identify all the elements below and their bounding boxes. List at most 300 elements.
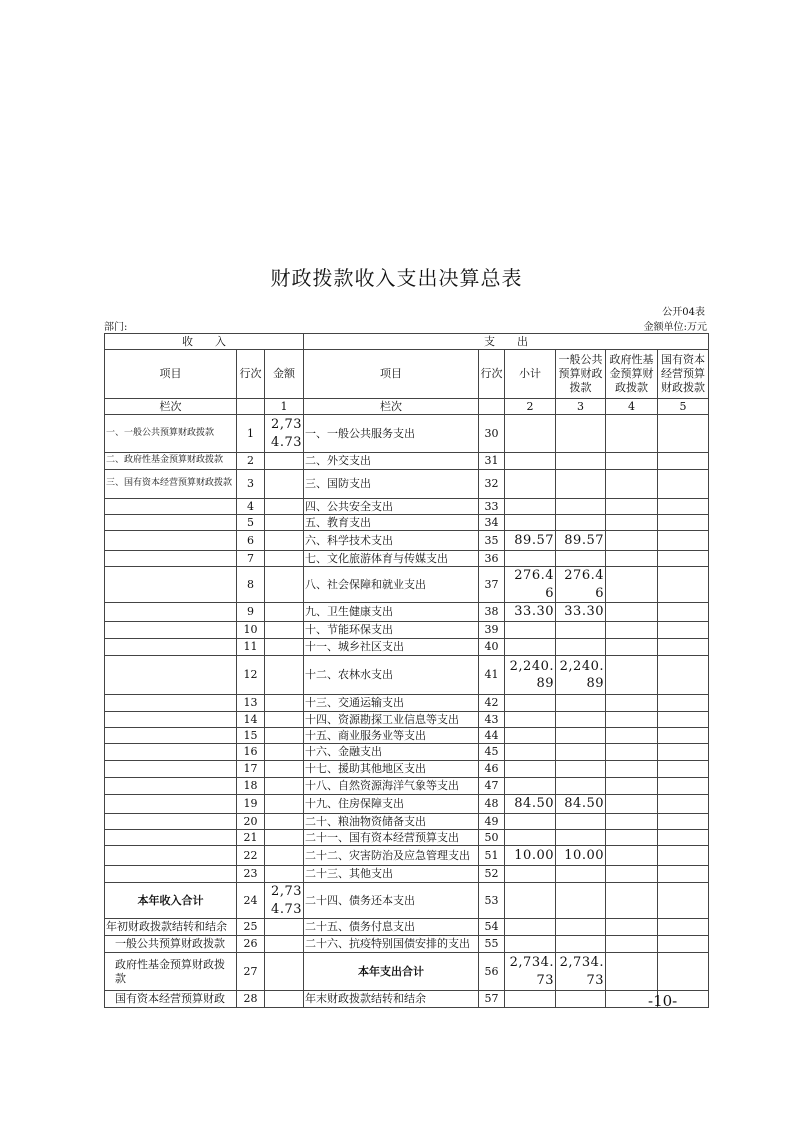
income-amount <box>265 656 304 695</box>
income-amount <box>265 551 304 567</box>
income-amount <box>265 639 304 656</box>
expense-line-no: 52 <box>479 866 505 883</box>
income-amount <box>265 531 304 551</box>
subtotal: 89.57 <box>505 531 556 551</box>
state-capital-amount <box>658 470 709 499</box>
expense-item: 十九、住房保障支出 <box>304 795 479 814</box>
subtotal <box>505 830 556 846</box>
income-line-no: 2 <box>237 453 265 470</box>
subtotal <box>505 761 556 778</box>
table-row <box>105 603 709 622</box>
general-budget-amount: 2,734.73 <box>556 953 606 991</box>
table-row <box>105 695 709 712</box>
expense-line-no: 30 <box>479 415 505 453</box>
income-line-no: 27 <box>237 953 265 991</box>
income-line-no: 13 <box>237 695 265 712</box>
expense-item: 二十一、国有资本经营预算支出 <box>304 830 479 846</box>
expense-line-no: 55 <box>479 936 505 953</box>
table-row <box>105 470 709 499</box>
expense-line-no: 57 <box>479 991 505 1008</box>
expense-item: 二十六、抗疫特别国债安排的支出 <box>304 936 479 953</box>
general-budget-amount <box>556 695 606 712</box>
income-amount <box>265 622 304 639</box>
gov-fund-amount <box>606 728 658 744</box>
general-budget-amount: 276.46 <box>556 567 606 603</box>
subtotal: 2,240.89 <box>505 656 556 695</box>
subtotal <box>505 778 556 795</box>
subtotal <box>505 695 556 712</box>
income-amount <box>265 953 304 991</box>
income-line-no: 18 <box>237 778 265 795</box>
expense-item: 三、国防支出 <box>304 470 479 499</box>
income-line-no: 1 <box>237 415 265 453</box>
expense-line-header: 行次 <box>479 350 505 399</box>
subtotal <box>505 470 556 499</box>
col-num: 4 <box>606 399 658 415</box>
expense-item: 十、节能环保支出 <box>304 622 479 639</box>
gov-fund-amount <box>606 814 658 830</box>
subtotal <box>505 744 556 761</box>
state-capital-amount <box>658 814 709 830</box>
expense-item: 九、卫生健康支出 <box>304 603 479 622</box>
general-budget-amount: 84.50 <box>556 795 606 814</box>
income-line-no: 24 <box>237 883 265 919</box>
state-capital-amount <box>658 778 709 795</box>
gov-fund-amount <box>606 846 658 866</box>
income-item: 年初财政拨款结转和结余 <box>105 919 237 936</box>
state-capital-amount <box>658 603 709 622</box>
expense-item: 年末财政拨款结转和结余 <box>304 991 479 1008</box>
expense-line-no: 32 <box>479 470 505 499</box>
expense-line-no: 45 <box>479 744 505 761</box>
income-amount <box>265 712 304 728</box>
income-line-no: 4 <box>237 499 265 515</box>
table-row <box>105 639 709 656</box>
expense-item: 十三、交通运输支出 <box>304 695 479 712</box>
state-capital-amount <box>658 453 709 470</box>
income-item: 本年收入合计 <box>105 883 237 919</box>
gov-fund-amount <box>606 695 658 712</box>
income-item <box>105 551 237 567</box>
general-budget-amount <box>556 499 606 515</box>
general-budget-amount <box>556 551 606 567</box>
table-row <box>105 551 709 567</box>
general-budget-amount <box>556 470 606 499</box>
table-row <box>105 499 709 515</box>
expense-line-no: 31 <box>479 453 505 470</box>
expense-line-no: 35 <box>479 531 505 551</box>
expense-item: 二、外交支出 <box>304 453 479 470</box>
income-amount <box>265 846 304 866</box>
col-num: 5 <box>658 399 709 415</box>
expense-line-no: 34 <box>479 515 505 531</box>
gov-fund-amount <box>606 453 658 470</box>
column-label: 栏次 <box>304 399 479 415</box>
gov-fund-amount <box>606 499 658 515</box>
general-budget-amount <box>556 712 606 728</box>
subtotal <box>505 728 556 744</box>
income-line-no: 7 <box>237 551 265 567</box>
income-amount: 2,734.73 <box>265 415 304 453</box>
gov-fund-amount <box>606 830 658 846</box>
income-amount <box>265 567 304 603</box>
subtotal: 33.30 <box>505 603 556 622</box>
expense-line-no: 43 <box>479 712 505 728</box>
expense-item: 十八、自然资源海洋气象等支出 <box>304 778 479 795</box>
income-item: 国有资本经营预算财政 <box>105 991 237 1008</box>
general-budget-amount <box>556 453 606 470</box>
subtotal: 10.00 <box>505 846 556 866</box>
table-row <box>105 567 709 603</box>
state-capital-amount <box>658 639 709 656</box>
income-line-no: 12 <box>237 656 265 695</box>
income-line-no: 25 <box>237 919 265 936</box>
gov-fund-amount <box>606 515 658 531</box>
general-budget-amount <box>556 515 606 531</box>
state-capital-amount <box>658 953 709 991</box>
income-amount <box>265 919 304 936</box>
expense-item: 六、科学技术支出 <box>304 531 479 551</box>
state-capital-amount <box>658 728 709 744</box>
income-item <box>105 744 237 761</box>
income-item <box>105 778 237 795</box>
table-row <box>105 991 709 1008</box>
gov-fund-amount <box>606 712 658 728</box>
state-capital-amount <box>658 761 709 778</box>
table-row <box>105 883 709 919</box>
expense-item: 本年支出合计 <box>304 953 479 991</box>
general-budget-amount <box>556 639 606 656</box>
general-budget-header: 一般公共预算财政拨款 <box>556 350 606 399</box>
state-capital-amount <box>658 830 709 846</box>
income-amount <box>265 695 304 712</box>
state-capital-amount <box>658 656 709 695</box>
income-amount <box>265 603 304 622</box>
gov-fund-amount <box>606 761 658 778</box>
income-line-no: 3 <box>237 470 265 499</box>
subtotal <box>505 622 556 639</box>
income-item <box>105 712 237 728</box>
subtotal <box>505 415 556 453</box>
gov-fund-amount <box>606 919 658 936</box>
table-row <box>105 919 709 936</box>
state-capital-header: 国有资本经营预算财政拨款 <box>658 350 709 399</box>
income-amount <box>265 814 304 830</box>
expense-line-no: 37 <box>479 567 505 603</box>
income-item <box>105 795 237 814</box>
income-item: 三、国有资本经营预算财政拨款 <box>105 470 237 499</box>
general-budget-amount <box>556 415 606 453</box>
table-row <box>105 622 709 639</box>
gov-fund-amount <box>606 470 658 499</box>
income-line-no: 9 <box>237 603 265 622</box>
income-amount <box>265 761 304 778</box>
table-row <box>105 778 709 795</box>
expense-line-no: 53 <box>479 883 505 919</box>
income-line-no: 22 <box>237 846 265 866</box>
expense-item: 一、一般公共服务支出 <box>304 415 479 453</box>
expense-item: 二十三、其他支出 <box>304 866 479 883</box>
state-capital-amount <box>658 936 709 953</box>
general-budget-amount <box>556 866 606 883</box>
income-line-no: 6 <box>237 531 265 551</box>
income-item: 一、一般公共预算财政拨款 <box>105 415 237 453</box>
income-item <box>105 639 237 656</box>
gov-fund-amount <box>606 415 658 453</box>
income-line-no: 19 <box>237 795 265 814</box>
subtotal <box>505 919 556 936</box>
expense-item: 十四、资源勘探工业信息等支出 <box>304 712 479 728</box>
state-capital-amount <box>658 515 709 531</box>
general-budget-amount <box>556 991 606 1008</box>
general-budget-amount <box>556 814 606 830</box>
expense-line-no: 46 <box>479 761 505 778</box>
expense-line-no: 44 <box>479 728 505 744</box>
subtotal <box>505 814 556 830</box>
expense-item: 四、公共安全支出 <box>304 499 479 515</box>
gov-fund-amount <box>606 551 658 567</box>
empty-cell <box>237 399 265 415</box>
subtotal <box>505 551 556 567</box>
income-amount <box>265 515 304 531</box>
income-item <box>105 728 237 744</box>
expense-header: 支 出 <box>304 334 709 350</box>
general-budget-amount: 10.00 <box>556 846 606 866</box>
expense-line-no: 38 <box>479 603 505 622</box>
income-line-header: 行次 <box>237 350 265 399</box>
table-row <box>105 712 709 728</box>
gov-fund-amount <box>606 778 658 795</box>
general-budget-amount <box>556 830 606 846</box>
state-capital-amount <box>658 712 709 728</box>
general-budget-amount <box>556 761 606 778</box>
income-item <box>105 656 237 695</box>
col-num: 3 <box>556 399 606 415</box>
subtotal-header: 小计 <box>505 350 556 399</box>
table-row <box>105 453 709 470</box>
table-row <box>105 936 709 953</box>
income-line-no: 10 <box>237 622 265 639</box>
subtotal <box>505 883 556 919</box>
income-line-no: 15 <box>237 728 265 744</box>
subtotal <box>505 991 556 1008</box>
expense-line-no: 36 <box>479 551 505 567</box>
table-row <box>105 744 709 761</box>
income-line-no: 21 <box>237 830 265 846</box>
gov-fund-amount <box>606 639 658 656</box>
table-row <box>105 761 709 778</box>
income-amount <box>265 936 304 953</box>
subtotal: 276.46 <box>505 567 556 603</box>
income-item: 一般公共预算财政拨款 <box>105 936 237 953</box>
table-row <box>105 846 709 866</box>
income-item <box>105 567 237 603</box>
income-line-no: 26 <box>237 936 265 953</box>
table-row <box>105 830 709 846</box>
gov-fund-amount <box>606 866 658 883</box>
income-line-no: 17 <box>237 761 265 778</box>
income-item <box>105 830 237 846</box>
table-row <box>105 795 709 814</box>
expense-line-no: 47 <box>479 778 505 795</box>
income-amount <box>265 991 304 1008</box>
state-capital-amount <box>658 695 709 712</box>
income-line-no: 28 <box>237 991 265 1008</box>
subtotal <box>505 639 556 656</box>
state-capital-amount <box>658 846 709 866</box>
expense-item: 十七、援助其他地区支出 <box>304 761 479 778</box>
income-item-header: 项目 <box>105 350 237 399</box>
expense-item: 十五、商业服务业等支出 <box>304 728 479 744</box>
subtotal <box>505 712 556 728</box>
expense-item: 五、教育支出 <box>304 515 479 531</box>
subtotal: 2,734.73 <box>505 953 556 991</box>
table-row <box>105 656 709 695</box>
general-budget-amount <box>556 919 606 936</box>
expense-line-no: 33 <box>479 499 505 515</box>
general-budget-amount <box>556 622 606 639</box>
state-capital-amount <box>658 531 709 551</box>
gov-fund-amount <box>606 531 658 551</box>
expense-line-no: 48 <box>479 795 505 814</box>
state-capital-amount <box>658 883 709 919</box>
table-row <box>105 415 709 453</box>
expense-line-no: 49 <box>479 814 505 830</box>
unit-label: 金额单位:万元 <box>643 322 707 333</box>
general-budget-amount: 33.30 <box>556 603 606 622</box>
state-capital-amount <box>658 567 709 603</box>
table-row <box>105 814 709 830</box>
income-item <box>105 695 237 712</box>
income-amount <box>265 795 304 814</box>
gov-fund-amount <box>606 883 658 919</box>
income-line-no: 16 <box>237 744 265 761</box>
col-num: 2 <box>505 399 556 415</box>
income-item <box>105 761 237 778</box>
expense-item: 七、文化旅游体育与传媒支出 <box>304 551 479 567</box>
general-budget-amount <box>556 778 606 795</box>
income-amount <box>265 470 304 499</box>
general-budget-amount: 2,240.89 <box>556 656 606 695</box>
expense-line-no: 50 <box>479 830 505 846</box>
expense-item: 十一、城乡社区支出 <box>304 639 479 656</box>
table-row <box>105 515 709 531</box>
income-item <box>105 531 237 551</box>
gov-fund-amount <box>606 953 658 991</box>
subtotal: 84.50 <box>505 795 556 814</box>
subtotal <box>505 936 556 953</box>
income-amount <box>265 830 304 846</box>
state-capital-amount <box>658 744 709 761</box>
table-row <box>105 728 709 744</box>
expense-line-no: 41 <box>479 656 505 695</box>
column-label: 栏次 <box>105 399 237 415</box>
general-budget-amount <box>556 728 606 744</box>
state-capital-amount <box>658 919 709 936</box>
income-item: 二、政府性基金预算财政拨款 <box>105 453 237 470</box>
income-line-no: 23 <box>237 866 265 883</box>
expense-item: 十二、农林水支出 <box>304 656 479 695</box>
income-item <box>105 846 237 866</box>
state-capital-amount <box>658 551 709 567</box>
income-item <box>105 515 237 531</box>
expense-item: 二十二、灾害防治及应急管理支出 <box>304 846 479 866</box>
subtotal <box>505 453 556 470</box>
state-capital-amount <box>658 795 709 814</box>
page-title: 财政拨款收入支出决算总表 <box>270 266 523 290</box>
state-capital-amount <box>658 622 709 639</box>
income-amount <box>265 728 304 744</box>
state-capital-amount <box>658 866 709 883</box>
income-line-no: 8 <box>237 567 265 603</box>
table-row <box>105 953 709 991</box>
expense-item: 八、社会保障和就业支出 <box>304 567 479 603</box>
expense-item: 二十、粮油物资储备支出 <box>304 814 479 830</box>
income-line-no: 11 <box>237 639 265 656</box>
income-item <box>105 622 237 639</box>
general-budget-amount <box>556 883 606 919</box>
subtotal <box>505 499 556 515</box>
col-num: 1 <box>265 399 304 415</box>
income-amount <box>265 744 304 761</box>
income-line-no: 14 <box>237 712 265 728</box>
expense-item: 二十四、债务还本支出 <box>304 883 479 919</box>
income-line-no: 5 <box>237 515 265 531</box>
form-code: 公开04表 <box>662 307 705 318</box>
income-amount <box>265 778 304 795</box>
gov-fund-amount <box>606 656 658 695</box>
expense-line-no: 51 <box>479 846 505 866</box>
general-budget-amount <box>556 936 606 953</box>
expense-line-no: 40 <box>479 639 505 656</box>
gov-fund-amount <box>606 744 658 761</box>
empty-cell <box>479 399 505 415</box>
subtotal <box>505 866 556 883</box>
expense-line-no: 42 <box>479 695 505 712</box>
expense-item-header: 项目 <box>304 350 479 399</box>
expense-line-no: 39 <box>479 622 505 639</box>
gov-fund-amount <box>606 603 658 622</box>
table-body <box>105 415 709 1008</box>
income-amount-header: 金额 <box>265 350 304 399</box>
gov-fund-amount <box>606 622 658 639</box>
income-item <box>105 499 237 515</box>
state-capital-amount <box>658 415 709 453</box>
subtotal <box>505 515 556 531</box>
income-item <box>105 814 237 830</box>
state-capital-amount <box>658 499 709 515</box>
income-header: 收 入 <box>105 334 304 350</box>
income-item: 政府性基金预算财政拨款 <box>105 953 237 991</box>
expense-item: 十六、金融支出 <box>304 744 479 761</box>
gov-fund-amount <box>606 936 658 953</box>
income-item <box>105 866 237 883</box>
general-budget-amount: 89.57 <box>556 531 606 551</box>
gov-fund-header: 政府性基金预算财政拨款 <box>606 350 658 399</box>
income-line-no: 20 <box>237 814 265 830</box>
budget-summary-table <box>104 333 709 1008</box>
income-amount <box>265 499 304 515</box>
department-label: 部门: <box>104 322 128 333</box>
income-item <box>105 603 237 622</box>
general-budget-amount <box>556 744 606 761</box>
income-amount: 2,734.73 <box>265 883 304 919</box>
expense-line-no: 54 <box>479 919 505 936</box>
expense-line-no: 56 <box>479 953 505 991</box>
income-amount <box>265 453 304 470</box>
expense-item: 二十五、债务付息支出 <box>304 919 479 936</box>
income-amount <box>265 866 304 883</box>
